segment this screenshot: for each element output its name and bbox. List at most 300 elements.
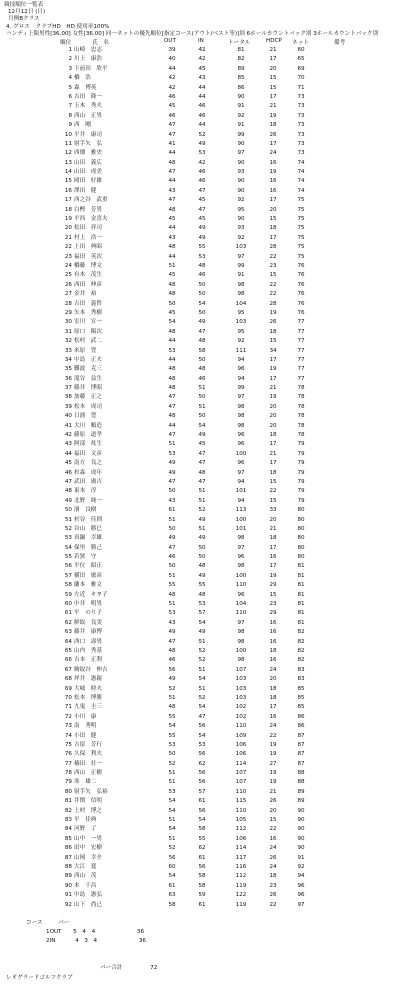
table-row	[0, 685, 406, 694]
hdcp-cell: 24	[269, 863, 277, 870]
net-score-cell: 79	[297, 488, 305, 495]
name-cell: 大江 寛	[74, 863, 97, 870]
rank-cell: 68	[64, 676, 72, 683]
table-row	[0, 206, 406, 215]
hdcp-cell: 15	[269, 75, 277, 82]
hdcp-cell: 17	[269, 140, 277, 147]
rank-cell: 42	[64, 432, 72, 439]
hdcp-cell: 28	[269, 300, 277, 307]
table-row	[0, 328, 406, 337]
total-score-cell: 100	[235, 516, 247, 523]
total-score-cell: 86	[237, 84, 245, 91]
name-cell: 射手矢 弘裕	[74, 788, 108, 795]
out-score-cell: 46	[168, 93, 176, 100]
name-cell: 日浦 豊	[74, 413, 97, 420]
table-row	[0, 497, 406, 506]
net-score-cell: 81	[297, 563, 305, 570]
in-score-cell: 56	[198, 807, 206, 814]
hdcp-cell: 19	[269, 309, 277, 316]
total-score-cell: 106	[235, 751, 247, 758]
hdcp-cell: 17	[269, 544, 277, 551]
name-cell: 平位 昭正	[74, 563, 102, 570]
in-score-cell: 51	[198, 497, 206, 504]
name-cell: 山田 成美	[74, 169, 102, 176]
name-cell: 南方 良之	[74, 460, 102, 467]
name-cell: 大川 順造	[74, 422, 102, 429]
total-score-cell: 111	[235, 347, 247, 354]
table-row	[0, 55, 406, 64]
col-hdcp: HDCP	[266, 38, 282, 44]
rank-cell: 56	[64, 563, 72, 570]
name-cell: 東本 淳	[74, 488, 97, 495]
out-score-cell: 48	[168, 366, 176, 373]
table-row	[0, 722, 406, 731]
table-row	[0, 572, 406, 581]
total-score-cell: 112	[235, 826, 247, 833]
name-cell: 小川 康	[74, 713, 97, 720]
net-score-cell: 80	[297, 554, 305, 561]
hdcp-cell: 23	[269, 262, 277, 269]
hdcp-cell: 19	[269, 779, 277, 786]
net-score-cell: 77	[297, 328, 305, 335]
out-score-cell: 49	[168, 460, 176, 467]
rank-cell: 19	[64, 216, 72, 223]
in-score-cell: 46	[198, 103, 206, 110]
in-score-cell: 56	[198, 751, 206, 758]
rank-cell: 1	[68, 47, 72, 53]
rank-cell: 36	[64, 375, 72, 382]
hdcp-cell: 17	[269, 356, 277, 363]
table-row	[0, 901, 406, 910]
in-score-cell: 48	[198, 262, 206, 269]
rank-cell: 30	[64, 319, 72, 326]
table-row	[0, 84, 406, 93]
in-score-cell: 52	[198, 694, 206, 701]
table-row	[0, 581, 406, 590]
in-score-cell: 48	[198, 563, 206, 570]
rank-cell: 76	[64, 751, 72, 758]
rank-cell: 12	[64, 150, 72, 157]
rank-cell: 31	[64, 328, 72, 335]
in-score-cell: 44	[198, 93, 206, 100]
total-score-cell: 101	[235, 525, 247, 532]
total-score-cell: 92	[237, 197, 245, 204]
table-row	[0, 356, 406, 365]
out-score-cell: 48	[168, 385, 176, 392]
total-score-cell: 98	[237, 403, 245, 410]
net-score-cell: 87	[297, 760, 305, 767]
hdcp-cell: 29	[269, 582, 277, 589]
hdcp-cell: 15	[269, 591, 277, 598]
net-score-cell: 73	[297, 140, 305, 147]
in-score-cell: 61	[198, 798, 206, 805]
table-row	[0, 177, 406, 186]
table-row	[0, 797, 406, 806]
rank-cell: 60	[64, 601, 72, 608]
in-score-cell: 47	[198, 328, 206, 335]
in-score-cell: 55	[198, 244, 206, 251]
name-cell: 久保 利夫	[74, 751, 102, 758]
out-score-cell: 44	[168, 356, 176, 363]
hdcp-cell: 16	[269, 713, 277, 720]
name-cell: 山下 尚己	[74, 901, 102, 908]
rank-cell: 38	[64, 394, 72, 401]
out-score-cell: 48	[168, 281, 176, 288]
table-row	[0, 638, 406, 647]
out-score-cell: 40	[168, 56, 176, 63]
total-score-cell: 114	[235, 760, 247, 767]
rank-cell: 3	[68, 65, 72, 72]
rank-cell: 33	[64, 347, 72, 354]
net-score-cell: 78	[297, 422, 305, 429]
name-cell: 橋 浩	[74, 75, 91, 82]
hdcp-cell: 21	[269, 47, 277, 53]
table-row	[0, 628, 406, 637]
out-score-cell: 47	[168, 131, 176, 138]
hdcp-cell: 18	[269, 873, 277, 880]
hdcp-cell: 27	[269, 760, 277, 767]
net-score-cell: 76	[297, 309, 305, 316]
out-score-cell: 44	[168, 65, 176, 72]
net-score-cell: 87	[297, 741, 305, 748]
out-score-cell: 45	[168, 309, 176, 316]
table-row	[0, 234, 406, 243]
name-cell: 濱 良樹	[74, 507, 97, 514]
net-score-cell: 89	[297, 788, 305, 795]
rank-cell: 25	[64, 272, 72, 279]
table-row	[0, 300, 406, 309]
in-score-cell: 50	[198, 394, 206, 401]
net-score-cell: 73	[297, 122, 305, 129]
hdcp-cell: 17	[269, 234, 277, 241]
hdcp-cell: 20	[269, 676, 277, 683]
rank-cell: 57	[64, 572, 72, 579]
rank-cell: 92	[64, 901, 72, 908]
table-row	[0, 224, 406, 233]
out-score-cell: 47	[168, 394, 176, 401]
name-cell: 射手矢 弘	[74, 140, 102, 147]
net-score-cell: 70	[297, 75, 305, 82]
out-score-cell: 54	[168, 319, 176, 326]
out-score-cell: 51	[168, 694, 176, 701]
handicap-rules: ハンディ上限男性[36.00] 女性[36.00] 同一ネットの優先順位[指定コース(アウト/ベスト等)]別 6ホールカウントバック別 3ホールカウントバック別	[6, 31, 379, 37]
hdcp-cell: 19	[269, 394, 277, 401]
in-score-cell: 50	[198, 291, 206, 298]
rank-cell: 22	[64, 244, 72, 251]
name-cell: 左近 キヲ子	[74, 591, 108, 598]
total-score-cell: 110	[235, 788, 247, 795]
hdcp-cell: 22	[269, 281, 277, 288]
table-row	[0, 271, 406, 280]
net-score-cell: 75	[297, 216, 305, 223]
name-cell: 蘭本 雅文	[74, 582, 102, 589]
total-score-cell: 113	[235, 507, 247, 514]
table-row	[0, 553, 406, 562]
out-score-cell: 58	[168, 901, 176, 908]
in-score-cell: 48	[198, 591, 206, 598]
rank-cell: 14	[64, 169, 72, 176]
out-score-cell: 43	[168, 619, 176, 626]
net-score-cell: 78	[297, 403, 305, 410]
name-cell: 西山 茂	[74, 873, 97, 880]
hdcp-cell: 18	[269, 469, 277, 476]
hdcp-cell: 18	[269, 122, 277, 129]
hdcp-cell: 26	[269, 131, 277, 138]
par-label: パー	[58, 920, 70, 926]
name-cell: 平井 康司	[74, 131, 102, 138]
name-cell: 山田 義広	[74, 159, 102, 166]
out-score-cell: 44	[168, 178, 176, 185]
in-score-cell: 44	[198, 84, 206, 91]
net-score-cell: 88	[297, 770, 305, 777]
hdcp-cell: 22	[269, 901, 277, 908]
total-score-cell: 104	[235, 601, 247, 608]
table-row	[0, 290, 406, 299]
hdcp-cell: 16	[269, 554, 277, 561]
hdcp-cell: 16	[269, 187, 277, 194]
name-cell: 上村 博之	[74, 807, 102, 814]
rank-cell: 89	[64, 873, 72, 880]
table-row	[0, 854, 406, 863]
out-score-cell: 47	[168, 638, 176, 645]
in-score-cell: 49	[198, 225, 206, 232]
name-cell: 楠田 壮一	[74, 760, 102, 767]
hdcp-cell: 21	[269, 788, 277, 795]
in-score-cell: 52	[198, 657, 206, 664]
net-score-cell: 65	[297, 56, 305, 63]
rank-cell: 72	[64, 713, 72, 720]
table-row	[0, 656, 406, 665]
net-score-cell: 73	[297, 93, 305, 100]
table-row	[0, 431, 406, 440]
name-cell: 平 のり子	[74, 610, 102, 617]
in-score-cell: 59	[198, 892, 206, 899]
in-score-cell: 51	[198, 525, 206, 532]
hdcp-cell: 18	[269, 328, 277, 335]
net-score-cell: 76	[297, 262, 305, 269]
in-score-cell: 47	[198, 460, 206, 467]
rank-cell: 88	[64, 863, 72, 870]
rank-cell: 70	[64, 694, 72, 701]
rank-cell: 64	[64, 638, 72, 645]
total-score-cell: 103	[235, 676, 247, 683]
out-score-cell: 63	[168, 892, 176, 899]
in-score-cell: 49	[198, 432, 206, 439]
name-cell: 武田 廣吉	[74, 478, 102, 485]
col-out: OUT	[164, 38, 176, 44]
net-score-cell: 87	[297, 751, 305, 758]
name-cell: 杉谷 佳則	[74, 516, 102, 523]
hdcp-cell: 16	[269, 835, 277, 842]
table-row	[0, 337, 406, 346]
net-score-cell: 80	[297, 516, 305, 523]
in-score-cell: 49	[198, 319, 206, 326]
col-note: 備考	[334, 40, 346, 46]
out-score-cell: 44	[168, 422, 176, 429]
table-row	[0, 647, 406, 656]
in-score-cell: 49	[198, 572, 206, 579]
rank-cell: 47	[64, 478, 72, 485]
total-score-cell: 103	[235, 685, 247, 692]
in-score-cell: 51	[198, 385, 206, 392]
rank-cell: 8	[68, 112, 72, 119]
name-cell: 山岡 幸介	[74, 854, 102, 861]
net-score-cell: 76	[297, 300, 305, 307]
hdcp-cell: 18	[269, 648, 277, 654]
name-cell: 滝谷 益生	[74, 375, 102, 382]
hdcp-cell: 20	[269, 807, 277, 814]
out-score-cell: 53	[168, 347, 176, 354]
rank-cell: 50	[64, 507, 72, 514]
in-score-cell: 54	[198, 300, 206, 307]
total-score-cell: 92	[237, 338, 245, 345]
rank-cell: 77	[64, 760, 72, 767]
rank-cell: 62	[64, 619, 72, 626]
rank-cell: 78	[64, 770, 72, 777]
total-score-cell: 97	[237, 544, 245, 551]
in-score-cell: 53	[198, 601, 206, 608]
net-score-cell: 75	[297, 244, 305, 251]
name-cell: 阿部 眞生	[74, 441, 102, 448]
net-score-cell: 90	[297, 845, 305, 852]
hdcp-cell: 22	[269, 732, 277, 739]
hdcp-cell: 22	[269, 826, 277, 833]
net-score-cell: 77	[297, 347, 305, 354]
rank-cell: 35	[64, 366, 72, 373]
total-score-cell: 96	[237, 591, 245, 598]
out-score-cell: 49	[168, 469, 176, 476]
out-score-cell: 55	[168, 732, 176, 739]
out-score-cell: 51	[168, 835, 176, 842]
table-row	[0, 872, 406, 881]
name-cell: 吉留 芳行	[74, 741, 102, 748]
name-cell: 河野 了	[74, 826, 97, 833]
hdcp-cell: 18	[269, 685, 277, 692]
in-score-cell: 55	[198, 582, 206, 589]
name-cell: 中井 明男	[74, 601, 102, 608]
course-name: IN	[49, 938, 56, 944]
out-score-cell: 46	[168, 554, 176, 561]
hdcp-cell: 15	[269, 216, 277, 223]
hdcp-cell: 22	[269, 488, 277, 495]
hdcp-cell: 15	[269, 817, 277, 824]
hdcp-cell: 34	[269, 347, 277, 354]
table-row	[0, 112, 406, 121]
in-score-cell: 51	[198, 685, 206, 692]
col-net: ネット	[292, 40, 309, 46]
table-row	[0, 666, 406, 675]
course-total: 36	[136, 929, 145, 935]
name-cell: 岡田 好雄	[74, 178, 102, 185]
hdcp-cell: 23	[269, 601, 277, 608]
total-score-cell: 91	[237, 103, 245, 110]
table-row	[0, 384, 406, 393]
in-score-cell: 48	[198, 338, 206, 345]
in-score-cell: 47	[198, 187, 206, 194]
in-score-cell: 56	[198, 723, 206, 730]
net-score-cell: 71	[297, 84, 305, 91]
table-row	[0, 469, 406, 478]
in-score-cell: 49	[198, 535, 206, 542]
rank-cell: 6	[68, 93, 72, 100]
out-score-cell: 48	[168, 206, 176, 213]
name-cell: 真鍋 幸雄	[74, 535, 102, 542]
total-score-cell: 98	[237, 413, 245, 420]
total-score-cell: 122	[235, 892, 247, 899]
in-score-cell: 56	[198, 863, 206, 870]
table-row	[0, 816, 406, 825]
in-score-cell: 54	[198, 732, 206, 739]
total-score-cell: 104	[235, 300, 247, 307]
total-score-cell: 119	[235, 882, 247, 889]
hdcp-cell: 26	[269, 854, 277, 861]
in-score-cell: 47	[198, 450, 206, 457]
total-score-cell: 82	[237, 56, 245, 63]
out-score-cell: 54	[168, 798, 176, 805]
name-cell: 福田 英次	[74, 253, 102, 260]
rank-cell: 43	[64, 441, 72, 448]
name-cell: 保里 勝己	[74, 544, 102, 551]
total-score-cell: 98	[237, 291, 245, 298]
hdcp-cell: 18	[269, 694, 277, 701]
in-score-cell: 47	[198, 713, 206, 720]
rank-cell: 46	[64, 469, 72, 476]
total-score-cell: 100	[235, 572, 247, 579]
hdcp-cell: 24	[269, 723, 277, 730]
table-row	[0, 891, 406, 900]
in-score-cell: 49	[198, 516, 206, 523]
rank-cell: 49	[64, 497, 72, 504]
table-row	[0, 534, 406, 543]
out-score-cell: 48	[168, 648, 176, 654]
name-cell: 北野 純一	[74, 497, 102, 504]
total-score-cell: 95	[237, 309, 245, 316]
rank-cell: 20	[64, 225, 72, 232]
in-score-cell: 57	[198, 610, 206, 617]
rank-cell: 32	[64, 338, 72, 345]
name-cell: 加藤 正之	[74, 394, 102, 401]
out-score-cell: 47	[168, 122, 176, 129]
hdcp-cell: 20	[269, 413, 277, 420]
rank-cell: 5	[68, 84, 72, 91]
table-row	[0, 365, 406, 374]
table-row	[0, 459, 406, 468]
rank-cell: 81	[64, 798, 72, 805]
total-score-cell: 107	[235, 779, 247, 786]
net-score-cell: 83	[297, 676, 305, 683]
total-score-cell: 97	[237, 469, 245, 476]
total-score-cell: 98	[237, 629, 245, 636]
total-score-cell: 110	[235, 807, 247, 814]
par-total-value: 72	[150, 965, 158, 971]
in-score-cell: 46	[198, 375, 206, 382]
total-score-cell: 91	[237, 272, 245, 279]
par-total-label: パー合計	[100, 965, 123, 971]
net-score-cell: 79	[297, 497, 305, 504]
out-score-cell: 50	[168, 300, 176, 307]
course-pars: 4 3 4	[75, 938, 98, 944]
total-score-cell: 110	[235, 582, 247, 589]
table-row	[0, 835, 406, 844]
report-date: 12月12日 (日)	[8, 9, 46, 15]
hdcp-cell: 15	[269, 478, 277, 485]
table-row	[0, 74, 406, 83]
out-score-cell: 54	[168, 873, 176, 880]
rank-cell: 21	[64, 234, 72, 241]
course-label: コース	[26, 920, 43, 926]
total-score-cell: 94	[237, 356, 245, 363]
course-row-in	[46, 938, 146, 945]
